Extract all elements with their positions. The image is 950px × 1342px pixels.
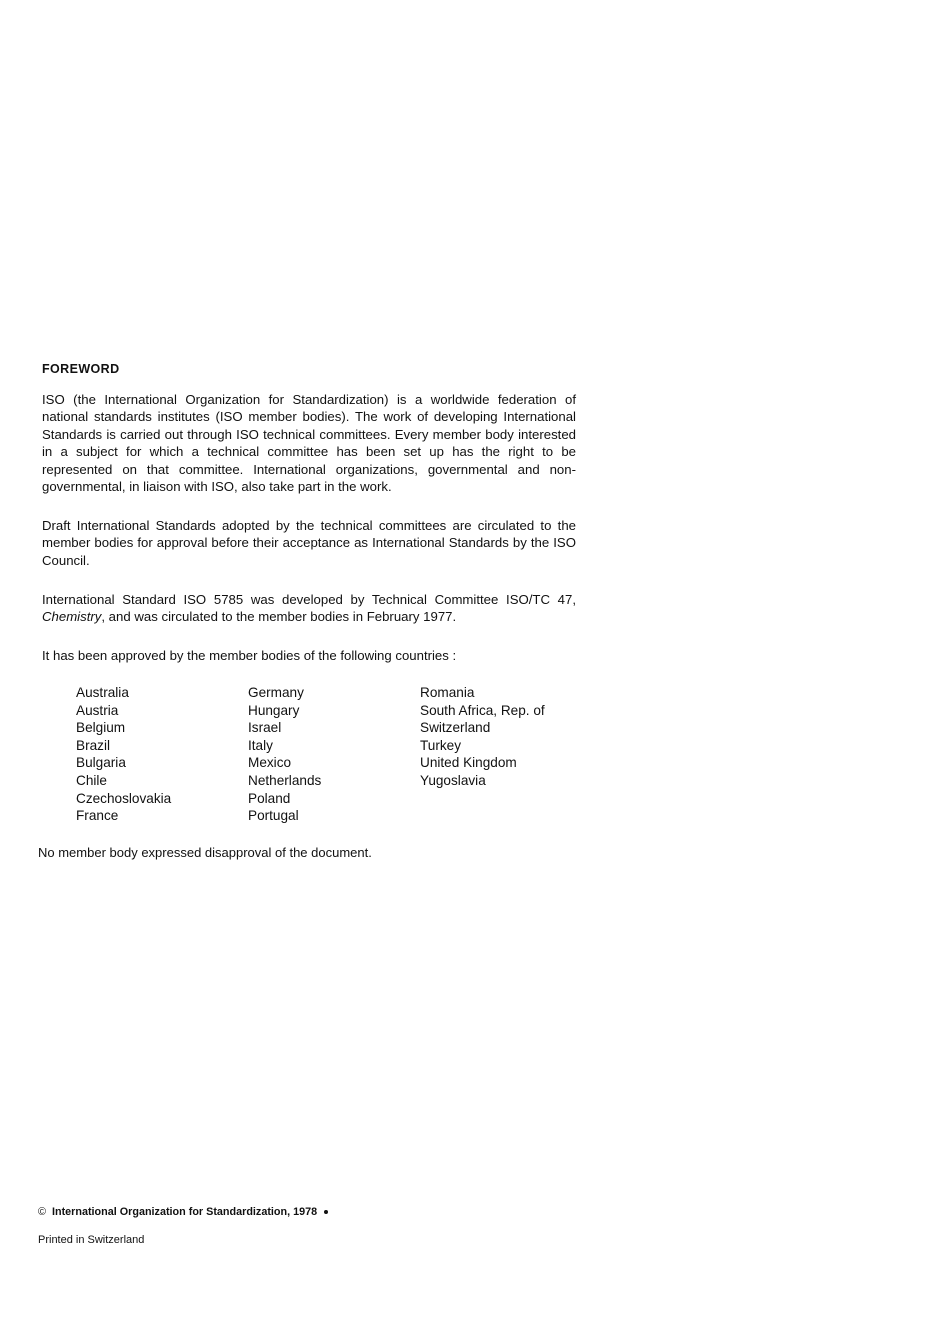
country-item: Hungary bbox=[248, 702, 300, 718]
foreword-paragraph-approval: It has been approved by the member bodies of the following countries : bbox=[42, 648, 457, 663]
country-item: Israel bbox=[248, 720, 282, 736]
country-item: United Kingdom bbox=[420, 755, 517, 771]
country-item: Czechoslovakia bbox=[76, 790, 172, 806]
country-item: Austria bbox=[76, 702, 119, 718]
country-column-2 bbox=[248, 684, 321, 825]
foreword-paragraph-standard bbox=[42, 591, 576, 626]
standard-text-after: , and was circulated to the member bodies in February 1977. bbox=[101, 609, 457, 625]
copyright-text: International Organization for Standardization, 1978 bbox=[51, 1206, 318, 1218]
country-item: Portugal bbox=[248, 808, 299, 824]
country-item: France bbox=[76, 808, 119, 824]
copyright-symbol: © bbox=[38, 1206, 46, 1218]
country-item: Mexico bbox=[248, 755, 292, 771]
country-item: Turkey bbox=[420, 737, 462, 753]
country-item: South Africa, Rep. of bbox=[420, 702, 545, 718]
country-item: Yugoslavia bbox=[420, 772, 486, 788]
country-item: Poland bbox=[248, 790, 291, 806]
country-item: Belgium bbox=[76, 720, 126, 736]
foreword-paragraph-disapproval: No member body expressed disapproval of the document. bbox=[38, 845, 372, 860]
country-item: Switzerland bbox=[420, 720, 491, 736]
committee-name: Chemistry bbox=[42, 609, 102, 625]
country-column-1 bbox=[76, 684, 171, 825]
country-item: Australia bbox=[76, 685, 129, 700]
country-item: Bulgaria bbox=[76, 755, 126, 771]
country-item: Germany bbox=[248, 685, 304, 700]
country-item: Brazil bbox=[76, 737, 110, 753]
foreword-heading: FOREWORD bbox=[42, 362, 120, 376]
foreword-paragraph-drafts: Draft International Standards adopted by the technical committees are circulated to the member bodies for approval before their acceptance as International Standards by the ISO Council. bbox=[42, 518, 576, 568]
country-item: Italy bbox=[248, 737, 273, 753]
country-item: Netherlands bbox=[248, 772, 322, 788]
copyright-line bbox=[38, 1206, 328, 1218]
country-column-3 bbox=[420, 684, 545, 790]
standard-text-before: International Standard ISO 5785 was developed by Technical Committee ISO/TC 47, bbox=[42, 592, 576, 607]
foreword-paragraph-iso: ISO (the International Organization for Standardization) is a worldwide federation of national standards institutes (ISO member bodies). The work of developing International Standards is carried out through ISO technical committees. Every member body interested in a subject for which a technical committee has been set up has the right to be represented on that committee. International organizations, governmental and non-governmental, in liaison with ISO, also take part in the work. bbox=[42, 392, 576, 495]
bullet-dot-icon bbox=[324, 1210, 328, 1214]
country-item: Romania bbox=[420, 685, 475, 700]
country-item: Chile bbox=[76, 772, 107, 788]
printed-location: Printed in Switzerland bbox=[38, 1234, 145, 1246]
